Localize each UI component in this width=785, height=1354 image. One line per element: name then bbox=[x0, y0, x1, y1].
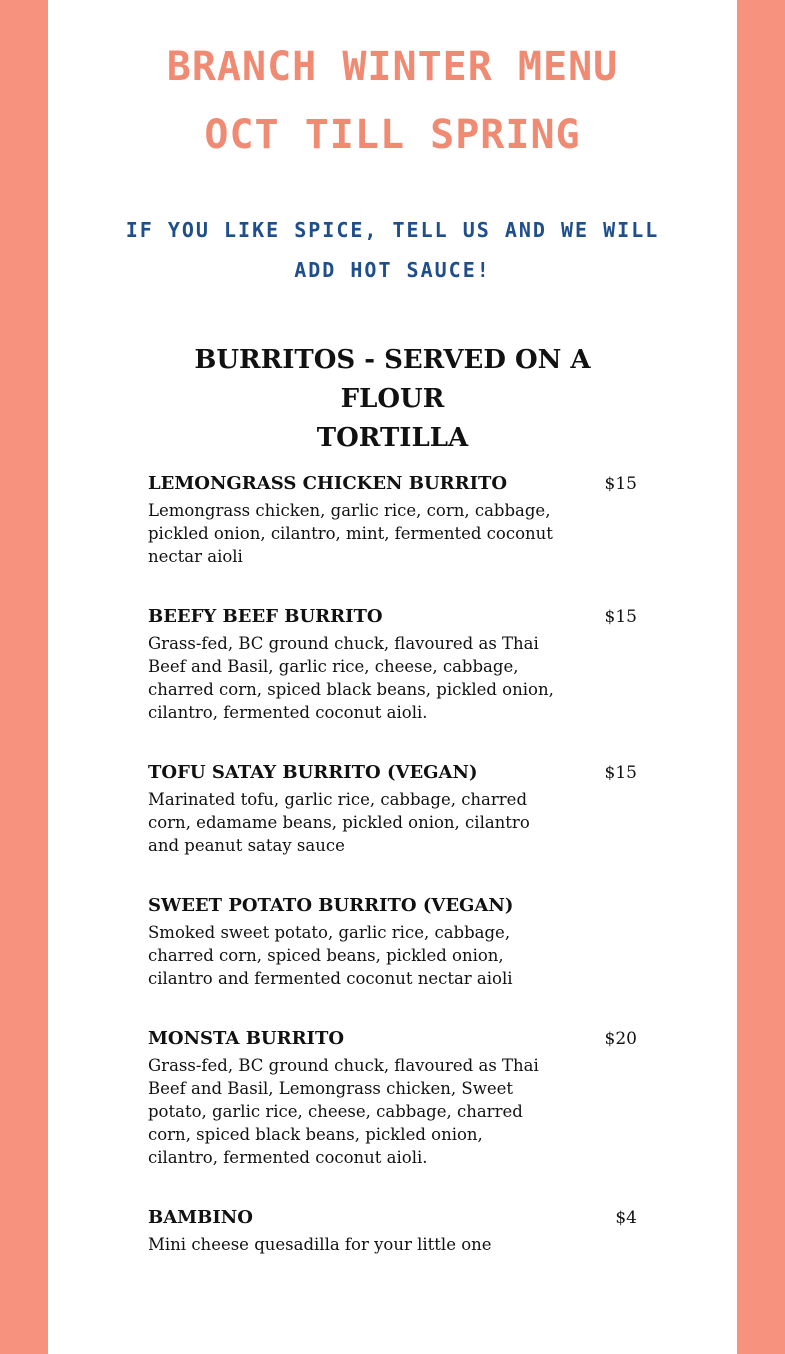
menu-item-bambino bbox=[148, 1205, 637, 1256]
item-price: $15 bbox=[604, 474, 637, 494]
item-price: $4 bbox=[615, 1208, 637, 1228]
item-name: BAMBINO bbox=[148, 1207, 253, 1228]
spice-tagline bbox=[48, 210, 737, 290]
section-heading bbox=[148, 341, 637, 458]
item-description bbox=[148, 632, 588, 724]
item-description bbox=[148, 1233, 588, 1256]
item-description-line: corn, edamame beans, pickled onion, cilantro bbox=[148, 813, 530, 832]
item-name: BEEFY BEEF BURRITO bbox=[148, 606, 383, 627]
item-description-line: nectar aioli bbox=[148, 547, 243, 566]
item-description-line: cilantro, fermented coconut aioli. bbox=[148, 1148, 428, 1167]
tagline-line-2: ADD HOT SAUCE! bbox=[294, 258, 491, 282]
item-description-line: and peanut satay sauce bbox=[148, 836, 345, 855]
item-description bbox=[148, 921, 588, 990]
menu-item-tofu-satay-burrito bbox=[148, 760, 637, 857]
item-description-line: Smoked sweet potato, garlic rice, cabbage, bbox=[148, 923, 511, 942]
menu-title: BRANCH WINTER MENU bbox=[166, 44, 619, 90]
menu-item-sweet-potato-burrito bbox=[148, 893, 637, 990]
item-description-line: cilantro, fermented coconut aioli. bbox=[148, 703, 428, 722]
section-heading-line-2: TORTILLA bbox=[316, 423, 469, 453]
item-name: LEMONGRASS CHICKEN BURRITO bbox=[148, 473, 508, 494]
item-description-line: Mini cheese quesadilla for your little one bbox=[148, 1235, 492, 1254]
item-description-line: Grass-fed, BC ground chuck, flavoured as Thai bbox=[148, 634, 539, 653]
item-description-line: potato, garlic rice, cheese, cabbage, charred bbox=[148, 1102, 523, 1121]
item-description-line: Grass-fed, BC ground chuck, flavoured as Thai bbox=[148, 1056, 539, 1075]
item-description-line: charred corn, spiced black beans, pickled onion, bbox=[148, 680, 554, 699]
item-description-line: cilantro and fermented coconut nectar aioli bbox=[148, 969, 513, 988]
item-name: MONSTA BURRITO bbox=[148, 1028, 345, 1049]
item-description-line: pickled onion, cilantro, mint, fermented coconut bbox=[148, 524, 553, 543]
menu-item-monsta-burrito bbox=[148, 1026, 637, 1169]
tagline-line-1: IF YOU LIKE SPICE, TELL US AND WE WILL bbox=[125, 218, 660, 242]
item-description-line: Beef and Basil, Lemongrass chicken, Sweet bbox=[148, 1079, 513, 1098]
item-description-line: Beef and Basil, garlic rice, cheese, cabbage, bbox=[148, 657, 519, 676]
item-description bbox=[148, 499, 588, 568]
menu-subtitle: OCT TILL SPRING bbox=[204, 112, 581, 158]
item-price: $15 bbox=[604, 607, 637, 627]
item-description-line: Lemongrass chicken, garlic rice, corn, cabbage, bbox=[148, 501, 551, 520]
section-heading-line-1: BURRITOS - SERVED ON A FLOUR bbox=[194, 345, 591, 414]
menu-item-beefy-beef-burrito bbox=[148, 604, 637, 724]
item-description bbox=[148, 1054, 588, 1169]
item-price: $15 bbox=[604, 763, 637, 783]
item-description-line: Marinated tofu, garlic rice, cabbage, charred bbox=[148, 790, 528, 809]
item-description-line: charred corn, spiced beans, pickled onion, bbox=[148, 946, 504, 965]
menu-page bbox=[48, 0, 737, 1354]
item-description-line: corn, spiced black beans, pickled onion, bbox=[148, 1125, 483, 1144]
item-name: TOFU SATAY BURRITO (VEGAN) bbox=[148, 762, 478, 783]
item-description bbox=[148, 788, 588, 857]
item-price: $20 bbox=[604, 1029, 637, 1049]
menu-item-lemongrass-chicken-burrito bbox=[148, 471, 637, 568]
item-name: SWEET POTATO BURRITO (VEGAN) bbox=[148, 895, 514, 916]
